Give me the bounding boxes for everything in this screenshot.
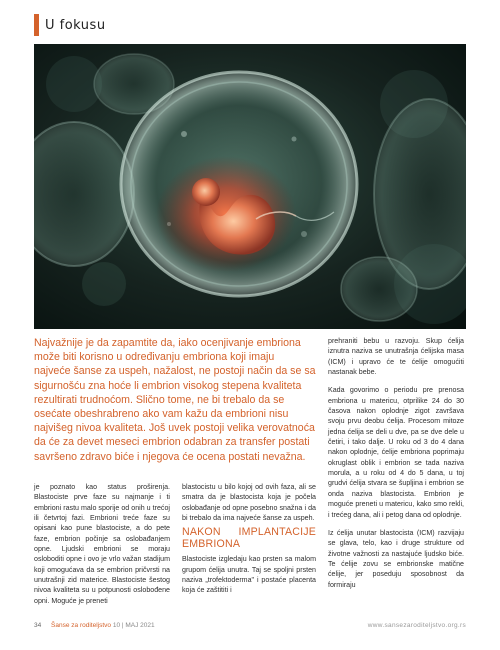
section-title: U fokusu [45,17,106,33]
body-paragraph: je poznato kao status proširenja. Blastociste prve faze su najmanje i ti embrioni rastu malo sporije od onih u trećoj ili četvrtoj fazi. Embrioni treće faze su opisani kao pune blastociste, a do pete faze, embrion počinje sa oslobađanjem opne. Ljudski embrioni se moraju osloboditi opne i ovo je vrlo važan stadijum koji omogućava da se embrion pričvrsti na unutrašnji zid materice. Blastociste šestog nivoa kvaliteta su u potpunosti oslobođene opni. Moguće je preneti [34,483,170,605]
footer-left [34,622,155,629]
body-paragraph: prehraniti bebu u razvoju. Skup ćelija iznutra naziva se unutrašnja ćelijska masa (ICM) i upravo će te ćelije omogućiti nastanak bebe. [328,337,464,377]
lead-line: rezultirati trudnoćom. Slično tome, ne bi trebalo da se [34,393,285,406]
page-number: 34 [34,622,42,629]
body-column-left [34,482,170,606]
page-footer [34,622,466,634]
lead-paragraph [34,336,316,464]
website-url: www.sansezaroditeljstvo.org.rs [367,622,466,629]
lead-line: Najvažnije je da zapamtite da, iako ocenjivanje embriona [34,337,301,349]
embryo-illustration [34,44,466,329]
magazine-name: Šanse za roditeljstvo [51,622,112,629]
body-paragraph: Blastociste izgledaju kao prsten sa malom grupom ćelija unutra. Taj se spoljni prsten naziva „trofektoderma" i postaće placenta koja će zaštititi i [182,555,316,595]
lead-line: da će za devet meseci embrion odabran za transfer postati [34,436,310,449]
body-paragraph: Iz ćelija unutar blastocista (ICM) razvijaju se glava, telo, kao i druge strukture od životne važnosti za nastajuće ljudsko biće. Te ćelije zovu se embrionske matične ćelije, jer poseduju sposobnost da formiraju [328,528,464,589]
lead-line: može biti korisno u određivanju embriona koji imaju [34,351,275,364]
lead-line: osećate obeshrabreno ako vam kažu da embrioni nisu [34,408,289,421]
lead-line: savršeno zdravo biće i njegova će ocena postati nevažna. [34,450,306,463]
body-paragraph: blastocistu u bilo kojoj od ovih faza, ali se smatra da je blastocista koja je počela oslobađanje od opne posebno snažna i da bi trebalo da ima najveće šanse za uspeh. [182,483,316,523]
issue-info: 10 | MAJ 2021 [112,622,155,629]
body-column-middle [182,482,316,596]
body-paragraph: Kada govorimo o periodu pre prenosa embriona u matericu, otprilike 24 do 30 časova nakon oplodnje zigot završava svoju prvu deobu ćelija. Procesom mitoze jedna ćelija se deli u dve, pa se dve dele u četiri, i tako dalje. U roku od 3 do 4 dana nakon oplodnje, ćelije embriona poprimaju okruglast oblik i embrion se tada naziva morula, a u roku od 4 do 5 dana, u toj grudvi ćelija stvara se šupljina i embrion se onda naziva blastocista. Embrion je moguće preneti u matericu, kako smo rekli, i trećeg dana, ali i petog dana od oplodnje. [328,386,464,519]
hero-image [34,44,466,329]
lead-line: sigurnošću zna hoće li embrion visokog stepena kvaliteta [34,379,302,392]
lead-line: najvišeg nivoa kvaliteta. Još uvek postoji velika verovatnoća [34,422,315,435]
section-header [34,14,106,36]
section-accent-bar [34,14,39,36]
body-column-right [328,336,464,598]
subheading: NAKON IMPLANTACIJE EMBRIONA [182,526,316,551]
lead-line: najveće šanse za uspeh, nažalost, ne postoji način da se sa [34,365,316,378]
